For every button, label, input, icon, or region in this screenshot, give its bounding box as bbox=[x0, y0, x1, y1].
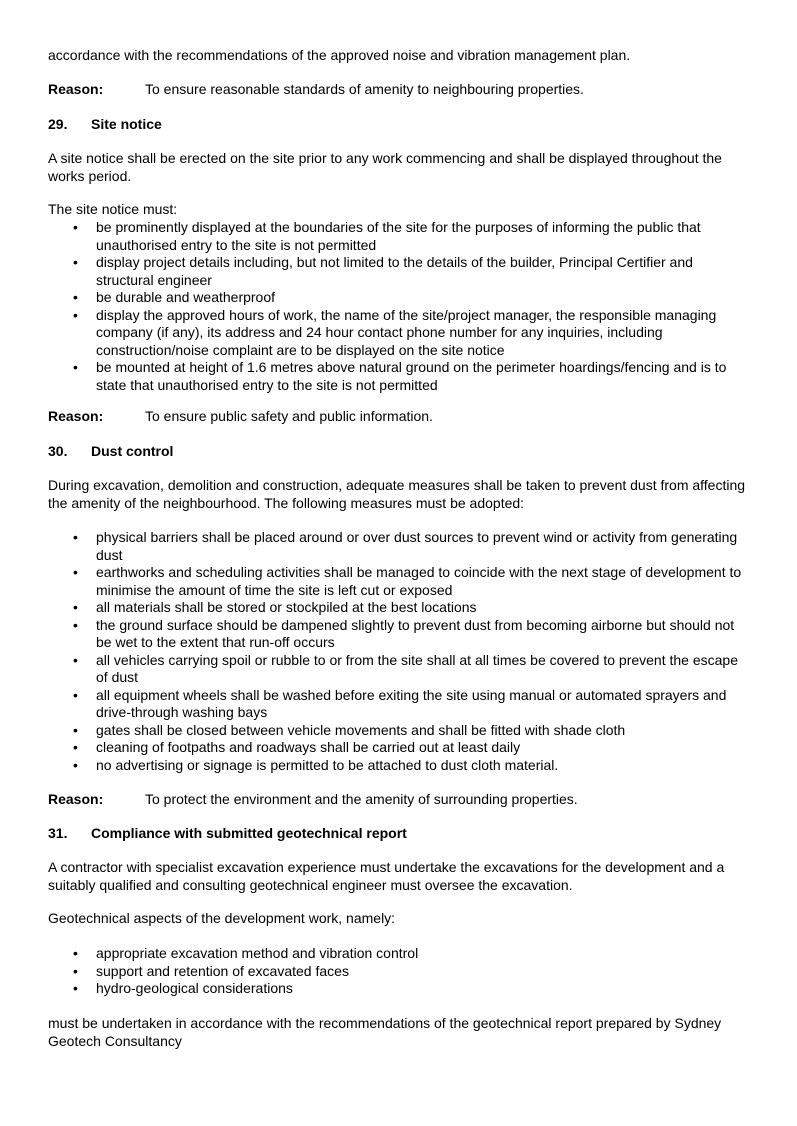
bullet-icon: • bbox=[73, 289, 78, 305]
reason-text: To ensure reasonable standards of amenity to neighbouring properties. bbox=[145, 81, 584, 97]
s30-para1: During excavation, demolition and construction, adequate measures shall be taken to prevent dust from affecting the amenity of the neighbourhood. The following measures must be adopted: bbox=[48, 477, 746, 511]
bullet-icon: • bbox=[73, 721, 78, 738]
bullet-icon: • bbox=[73, 306, 78, 323]
bullet-icon: • bbox=[73, 359, 78, 375]
reason-label: Reason: bbox=[48, 81, 104, 97]
list-item: • the ground surface should be dampened slightly to prevent dust from becoming airborne but should not be wet to the extent that run-off occurs bbox=[73, 616, 735, 650]
reason-text: To protect the environment and the amenity of surrounding properties. bbox=[145, 791, 578, 807]
bullet-icon: • bbox=[73, 686, 78, 703]
list-item: • earthworks and scheduling activities shall be managed to coincide with the next stage of development to minimise the amount of time the site is left cut or exposed bbox=[73, 564, 742, 598]
bullet-icon: • bbox=[73, 599, 78, 615]
bullet-icon: • bbox=[73, 564, 78, 580]
s31-para2: Geotechnical aspects of the development work, namely: bbox=[48, 910, 396, 926]
list-item: • all equipment wheels shall be washed before exiting the site using manual or automated sprayers and drive-through washing bays bbox=[73, 686, 727, 720]
section-30-heading bbox=[48, 443, 173, 461]
section-number: 29. bbox=[48, 116, 68, 132]
section-title: Site notice bbox=[91, 116, 162, 132]
bullet-icon: • bbox=[73, 756, 78, 773]
list-item: • no advertising or signage is permitted to be attached to dust cloth material. bbox=[73, 756, 559, 773]
bullet-icon: • bbox=[73, 616, 78, 633]
reason-label: Reason: bbox=[48, 791, 104, 807]
list-item: • physical barriers shall be placed around or over dust sources to prevent wind or activity from generating dust bbox=[73, 529, 738, 563]
list-item: • support and retention of excavated faces bbox=[73, 962, 349, 979]
s31-para1: A contractor with specialist excavation experience must undertake the excavations for the development and a suitably qualified and consulting geotechnical engineer must oversee the excavation. bbox=[48, 859, 725, 893]
list-item: • hydro-geological considerations bbox=[73, 980, 293, 996]
list-item: • display the approved hours of work, the name of the site/project manager, the responsible managing company (if any), its address and 24 hour contact phone number for any inquiries, including construction/noise complaint are to be displayed on the site notice bbox=[73, 306, 717, 358]
s29-para1: A site notice shall be erected on the site prior to any work commencing and shall be displayed throughout the works period. bbox=[48, 150, 722, 184]
s30-bullet-list bbox=[0, 529, 760, 774]
list-item: • all materials shall be stored or stockpiled at the best locations bbox=[73, 599, 477, 615]
s31-para3: must be undertaken in accordance with the recommendations of the geotechnical report prepared by Sydney Geotech Consultancy bbox=[48, 1015, 722, 1049]
section-number: 30. bbox=[48, 443, 68, 459]
s31-bullet-list bbox=[0, 945, 760, 998]
s29-para2: The site notice must: bbox=[48, 201, 178, 217]
reason-28 bbox=[48, 81, 584, 99]
bullet-icon: • bbox=[73, 945, 78, 961]
bullet-icon: • bbox=[73, 651, 78, 668]
intro-line: accordance with the recommendations of the approved noise and vibration management plan. bbox=[48, 47, 631, 63]
bullet-icon: • bbox=[73, 529, 78, 545]
section-29-heading bbox=[48, 116, 162, 134]
bullet-icon: • bbox=[73, 254, 78, 270]
reason-label: Reason: bbox=[48, 408, 104, 424]
reason-30 bbox=[48, 791, 578, 809]
bullet-icon: • bbox=[73, 962, 78, 979]
section-31-heading bbox=[48, 825, 407, 843]
list-item: • all vehicles carrying spoil or rubble to or from the site shall at all times be covered to prevent the escape of dust bbox=[73, 651, 738, 685]
section-number: 31. bbox=[48, 825, 68, 841]
reason-29 bbox=[48, 408, 433, 426]
list-item: • display project details including, but not limited to the details of the builder, Principal Certifier and structural engineer bbox=[73, 254, 693, 288]
list-item: • cleaning of footpaths and roadways shall be carried out at least daily bbox=[73, 739, 521, 755]
bullet-icon: • bbox=[73, 219, 78, 235]
reason-text: To ensure public safety and public information. bbox=[145, 408, 433, 424]
bullet-icon: • bbox=[73, 980, 78, 996]
s29-bullet-list bbox=[0, 219, 760, 394]
section-title: Dust control bbox=[91, 443, 174, 459]
list-item: • be durable and weatherproof bbox=[73, 289, 276, 305]
bullet-icon: • bbox=[73, 739, 78, 755]
list-item: • gates shall be closed between vehicle movements and shall be fitted with shade cloth bbox=[73, 721, 626, 738]
list-item: • appropriate excavation method and vibration control bbox=[73, 945, 419, 961]
section-title: Compliance with submitted geotechnical report bbox=[91, 825, 407, 841]
list-item: • be mounted at height of 1.6 metres above natural ground on the perimeter hoardings/fencing and is to state that unauthorised entry to the site is not permitted bbox=[73, 359, 727, 393]
list-item: • be prominently displayed at the boundaries of the site for the purposes of informing the public that unauthorised entry to the site is not permitted bbox=[73, 219, 701, 253]
